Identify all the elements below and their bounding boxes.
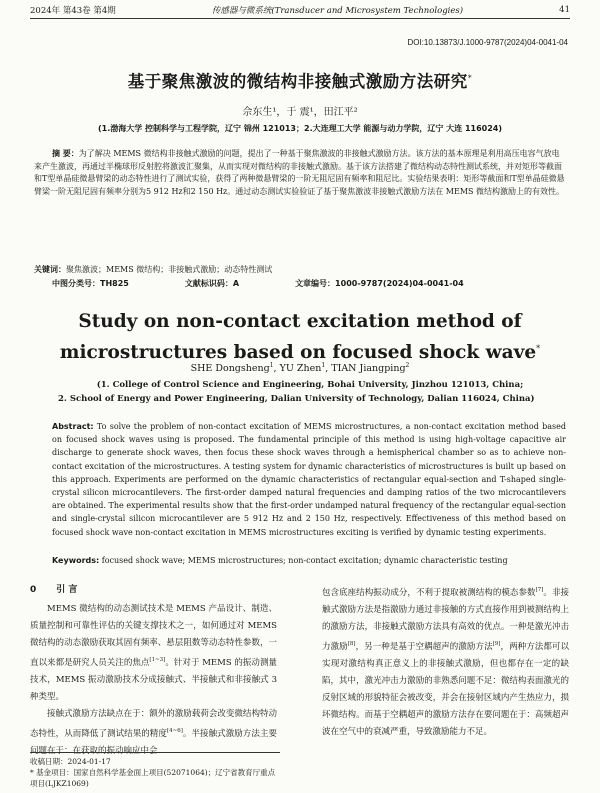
footnote (30, 752, 280, 789)
chinese-affiliation: (1.渤海大学 控制科学与工程学院，辽宁 锦州 121013；2.大连理工大学 能源与动力学院，辽宁 大连 116024) (97, 124, 503, 133)
paragraph-text: 包含底座结构振动成分，不利于提取被测结构的模态参数 (322, 587, 536, 598)
citation[interactable]: [1~3] (149, 657, 166, 663)
received-date: 收稿日期：2024-01-17 (30, 757, 111, 766)
fund-note: * 基金项目：国家自然科学基金面上项目(52071064)；辽宁省教育厅重点项目(LJKZ1069) (30, 768, 276, 788)
fund-mark: * (467, 73, 473, 83)
citation[interactable]: [4~6] (166, 727, 183, 734)
chinese-keywords (34, 264, 566, 275)
chinese-title (0, 68, 600, 92)
english-title (0, 308, 600, 366)
paragraph-text: ，两种方法都可以实现对激结构真正意义上的非接触式激励，但也都存在一定的缺陷，其中，激光冲击力激励的非熟悉问题不足：微结构表面激光的反射区域的形貌特征会被改变，并会在接射区域内产生热应力，损坏微结构。而基于空耦超声的激励方法存在要问题在于：高频超声波在空气中的衰减严重，导致激励能力不足。 (322, 641, 569, 737)
english-keywords-text: focused shock wave; MEMS microstructures; non-contact excitation; dynamic characteristic testing (101, 556, 508, 565)
citation[interactable]: [8] (347, 640, 356, 647)
document-code: 文献标识码：A (184, 279, 240, 288)
english-affiliation-2: 2. School of Energy and Power Engineering, Dalian University of Technology, Dalian 116024, China) (58, 394, 535, 404)
chinese-abstract-text: 为了解决 MEMS 微结构非接触式激励的问题，提出了一种基于聚焦激波的非接触式激励方法。该方法的基本原理是利用高压电容气放电来产生激波，再通过半椭球形反射腔将激波汇聚集，从而实现对微结构的非接触式激励。基于该方法搭建了微结构动态特性测试系统，并对矩形等截面和T型单晶硅微悬臂梁的动态特性进行了测试实验，获得了两种微悬臂梁的一阶无阻尼固有频率和阻尼比。实验结果表明：矩形等截面和T型单晶硅微悬臂梁一阶无阻尼固有频率分别为5 912 Hz和2 150 Hz。通过动态测试实验验证了基于聚焦激波非接触式激励方法在 MEMS 微结构激励上的有效性。 (34, 149, 565, 196)
chinese-abstract-label: 摘 要： (52, 149, 79, 158)
english-abstract (52, 420, 566, 539)
chinese-keywords-label: 关键词： (34, 265, 66, 274)
paragraph-text: ，另一种是基于空耦超声的激励方法 (355, 641, 493, 652)
chinese-title-text: 基于聚焦激波的微结构非接触式激励方法研究 (127, 72, 468, 91)
english-keywords-label: Keywords: (52, 556, 100, 565)
english-affiliation (40, 378, 580, 406)
chinese-abstract (34, 148, 566, 198)
paragraph-text: 。非接触式激励方法是指激励力通过非接触的方式直接作用到被测结构上的激励方法，非接触式激励方法具有高效的优点。一种是激光冲击力激励 (322, 587, 569, 652)
english-keywords (52, 556, 566, 565)
section-heading (30, 582, 277, 599)
classification-line (52, 278, 572, 289)
author-she: SHE Dongsheng (190, 363, 270, 375)
chinese-keywords-text: 聚焦激波；MEMS 微结构；非接触式激励；动态特性测试 (66, 265, 273, 274)
chinese-authors: 佘东生¹，于 震¹，田江平² (242, 107, 358, 118)
author-yu-aff: 1 (321, 362, 326, 369)
section-title: 引 言 (56, 585, 78, 595)
page-number: 41 (559, 5, 570, 15)
paragraph (322, 582, 569, 741)
author-she-aff: 1 (269, 362, 274, 369)
citation[interactable]: [7] (535, 587, 544, 593)
citation[interactable]: [9] (492, 640, 501, 647)
english-fund-mark: * (536, 344, 541, 353)
paragraph (30, 601, 277, 706)
author-tian-aff: 2 (405, 362, 410, 369)
english-affiliation-1: (1. College of Control Science and Engineering, Bohai University, Jinzhou 121013, China; (96, 380, 524, 390)
paragraph-text: 。半接触式激励方法主要问题在于：在获取的振动响应中会 (30, 728, 277, 756)
article-number: 文章编号：1000-9787(2024)04-0041-04 (295, 279, 464, 288)
clc-number: 中图分类号：TH825 (52, 279, 129, 288)
section-number: 0 (30, 585, 37, 595)
author-yu: YU Zhen (279, 363, 322, 375)
journal-issue: 2024年 第43卷 第4期 (30, 6, 116, 16)
doi[interactable]: DOI:10.13873/J.1000-9787(2024)04-0041-04 (407, 38, 568, 47)
english-authors: SHE Dongsheng$^1$, YU Zhen$^1$, TIAN Jiangping$^2$ (190, 362, 410, 375)
english-title-text: Study on non-contact excitation method of microstructures based on focused shock wave (59, 311, 537, 364)
author-tian: TIAN Jiangping (331, 363, 406, 375)
body-right-column (322, 582, 569, 741)
english-abstract-label: Abstract: (52, 422, 94, 431)
running-header (30, 2, 570, 19)
paragraph-text: 。针对于 MEMS 的振动测量技术，MEMS 振动激励技术分成接触式、半接触式和非接触式 3 种类型。 (30, 657, 277, 702)
body-left-column (30, 582, 277, 760)
paragraph-text: MEMS 微结构的动态测试技术是 MEMS 产品设计、制造、质量控制和可靠性评估的关键支撑技术之一，如何通过对 MEMS 微结构的动态激励获取其固有频率、悬层阻数等动态特性参数，一直以来都是研究人员关注的焦点 (30, 604, 277, 668)
journal-name: 传感器与微系统(Transducer and Microsystem Technologies) (211, 6, 464, 16)
paragraph-text: 接触式激励方法缺点在于：额外的激励载荷会改变微结构特动态特性，从而降低了测试结果的精度 (30, 708, 277, 739)
english-abstract-text: To solve the problem of non-contact excitation of MEMS microstructures, a non-contact excitation method based on focused shock waves using is proposed. The fundamental principle of this method is using high-voltage capacitive air discharge to generate shock waves, then focus these shock waves through a hemispherical chamber so as to achieve non-contact excitation of the microstructures. A testing system for dynamic characteristics of microstructures is built up based on this approach. Experiments are performed on the dynamic characteristics of rectangular equal-section and T-shaped single-crystal silicon microcantilevers. The first-order damped natural frequencies and damping ratios of the two microcantilevers are obtained. The experimental results show that the first-order undamped natural frequency of the rectangular equal-section and single-crystal silicon microcantilever are 5 912 Hz and 2 150 Hz, respectively. Effectiveness of this method based on focused shock wave non-contact excitation in MEMS microstructures exciting is verified by dynamic testing experiments. (52, 422, 566, 537)
